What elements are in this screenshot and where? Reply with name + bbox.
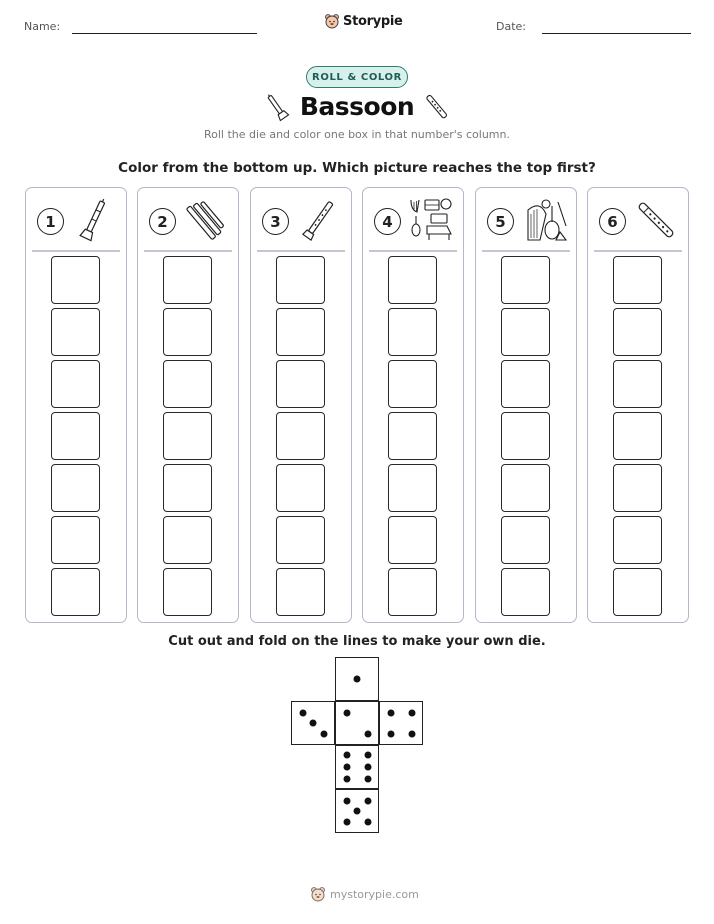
die-pip bbox=[364, 752, 371, 759]
color-box[interactable] bbox=[276, 516, 325, 564]
column-3 bbox=[250, 187, 352, 623]
color-box[interactable] bbox=[163, 568, 212, 616]
die-pip bbox=[343, 752, 350, 759]
game-instruction: Color from the bottom up. Which picture reaches the top first? bbox=[118, 160, 596, 176]
color-box[interactable] bbox=[388, 516, 437, 564]
color-box[interactable] bbox=[276, 308, 325, 356]
recorder-icon bbox=[424, 92, 450, 122]
die-pip bbox=[364, 797, 371, 804]
column-divider bbox=[144, 250, 232, 252]
die-pip bbox=[354, 676, 361, 683]
color-box[interactable] bbox=[388, 360, 437, 408]
die-pip bbox=[343, 797, 350, 804]
die-face-5 bbox=[335, 789, 379, 833]
color-box[interactable] bbox=[501, 516, 550, 564]
color-box[interactable] bbox=[613, 464, 662, 512]
color-box[interactable] bbox=[613, 256, 662, 304]
page-subtitle: Roll the die and color one box in that number's column. bbox=[204, 128, 510, 141]
color-box[interactable] bbox=[388, 308, 437, 356]
footer-url[interactable]: mystorypie.com bbox=[330, 887, 419, 901]
column-4 bbox=[362, 187, 464, 623]
die-pip bbox=[408, 709, 415, 716]
color-box[interactable] bbox=[613, 412, 662, 460]
color-box[interactable] bbox=[51, 360, 100, 408]
column-number: 4 bbox=[374, 208, 401, 235]
die-face-4 bbox=[379, 701, 423, 745]
color-box[interactable] bbox=[51, 412, 100, 460]
column-number: 2 bbox=[149, 208, 176, 235]
column-divider bbox=[594, 250, 682, 252]
column-6 bbox=[587, 187, 689, 623]
die-pip bbox=[364, 730, 371, 737]
color-box[interactable] bbox=[276, 464, 325, 512]
clarinet-icon bbox=[295, 196, 343, 244]
die-pip bbox=[299, 709, 306, 716]
color-box[interactable] bbox=[388, 412, 437, 460]
footer bbox=[310, 886, 419, 902]
die-pip bbox=[343, 764, 350, 771]
die-pip bbox=[408, 730, 415, 737]
bear-icon bbox=[324, 13, 340, 29]
die-instruction: Cut out and fold on the lines to make your own die. bbox=[168, 634, 546, 649]
color-box[interactable] bbox=[51, 568, 100, 616]
recorder-icon bbox=[632, 196, 680, 244]
die-pip bbox=[364, 775, 371, 782]
color-box[interactable] bbox=[613, 308, 662, 356]
color-box[interactable] bbox=[388, 256, 437, 304]
column-number: 6 bbox=[599, 208, 626, 235]
name-label: Name: bbox=[24, 20, 61, 33]
die-pip bbox=[387, 730, 394, 737]
instrument-collage-icon bbox=[407, 196, 455, 244]
bear-icon bbox=[310, 886, 326, 902]
color-box[interactable] bbox=[613, 516, 662, 564]
die-pip bbox=[343, 818, 350, 825]
column-divider bbox=[257, 250, 345, 252]
die-face-1 bbox=[335, 657, 379, 701]
color-box[interactable] bbox=[276, 360, 325, 408]
date-label: Date: bbox=[496, 20, 526, 33]
orchestra-instruments-icon bbox=[520, 196, 568, 244]
die-pip bbox=[354, 808, 361, 815]
die-face-3 bbox=[291, 701, 335, 745]
color-box[interactable] bbox=[276, 412, 325, 460]
column-5 bbox=[475, 187, 577, 623]
column-number: 3 bbox=[262, 208, 289, 235]
color-box[interactable] bbox=[388, 568, 437, 616]
color-box[interactable] bbox=[613, 360, 662, 408]
storypie-logo bbox=[324, 13, 403, 29]
color-box[interactable] bbox=[501, 464, 550, 512]
color-box[interactable] bbox=[51, 256, 100, 304]
column-1 bbox=[25, 187, 127, 623]
page-title: Bassoon bbox=[299, 92, 415, 121]
color-box[interactable] bbox=[501, 568, 550, 616]
roll-color-badge: ROLL & COLOR bbox=[306, 66, 408, 88]
color-box[interactable] bbox=[501, 412, 550, 460]
color-box[interactable] bbox=[613, 568, 662, 616]
color-box[interactable] bbox=[276, 568, 325, 616]
column-number: 5 bbox=[487, 208, 514, 235]
die-face-2 bbox=[335, 701, 379, 745]
color-box[interactable] bbox=[163, 256, 212, 304]
column-divider bbox=[482, 250, 570, 252]
color-box[interactable] bbox=[163, 516, 212, 564]
color-box[interactable] bbox=[163, 412, 212, 460]
column-divider bbox=[32, 250, 120, 252]
color-box[interactable] bbox=[276, 256, 325, 304]
column-number: 1 bbox=[37, 208, 64, 235]
color-box[interactable] bbox=[163, 360, 212, 408]
brand-name: Storypie bbox=[343, 13, 403, 29]
color-box[interactable] bbox=[51, 516, 100, 564]
color-box[interactable] bbox=[51, 308, 100, 356]
die-pip bbox=[320, 730, 327, 737]
color-box[interactable] bbox=[51, 464, 100, 512]
die-pip bbox=[343, 775, 350, 782]
color-box[interactable] bbox=[501, 256, 550, 304]
name-line[interactable] bbox=[72, 33, 257, 34]
die-pip bbox=[364, 818, 371, 825]
die-pip bbox=[310, 720, 317, 727]
die-pip bbox=[343, 709, 350, 716]
oboe-icon bbox=[70, 196, 118, 244]
color-box[interactable] bbox=[501, 360, 550, 408]
bassoon-pieces-icon bbox=[182, 196, 230, 244]
die-pip bbox=[364, 764, 371, 771]
color-box[interactable] bbox=[163, 464, 212, 512]
die-pip bbox=[387, 709, 394, 716]
column-2 bbox=[137, 187, 239, 623]
column-divider bbox=[369, 250, 457, 252]
color-box[interactable] bbox=[388, 464, 437, 512]
date-line[interactable] bbox=[542, 33, 691, 34]
color-box[interactable] bbox=[163, 308, 212, 356]
die-face-6 bbox=[335, 745, 379, 789]
color-box[interactable] bbox=[501, 308, 550, 356]
